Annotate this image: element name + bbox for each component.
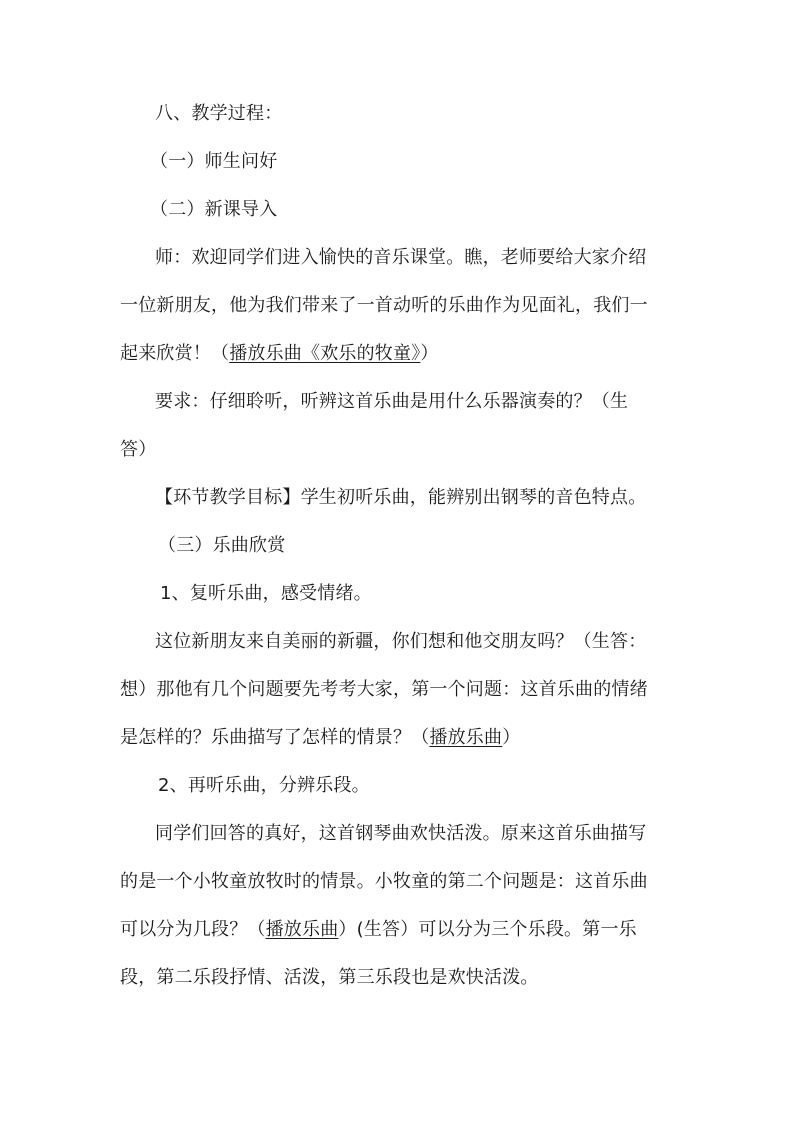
text-span: 起来欣赏！（ <box>120 343 230 364</box>
play-music-link[interactable]: 播放乐曲 <box>265 919 339 940</box>
play-music-link[interactable]: 播放乐曲 <box>429 727 503 748</box>
paragraph-line: 的是一个小牧童放牧时的情景。小牧童的第二个问题是：这首乐曲 <box>120 871 648 892</box>
text-span: ） <box>420 343 439 364</box>
teaching-goal: 【环节教学目标】学生初听乐曲，能辨别出钢琴的音色特点。 <box>155 487 647 508</box>
text-span: ）(生答）可以分为三个乐段。第一乐 <box>338 919 637 940</box>
paragraph-line: 一位新朋友，他为我们带来了一首动听的乐曲作为见面礼，我们一 <box>120 295 648 316</box>
step-two: 2、再听乐曲，分辨乐段。 <box>158 775 370 796</box>
paragraph-line: 师：欢迎同学们进入愉快的音乐课堂。瞧，老师要给大家介绍 <box>155 247 647 268</box>
text-span: 是怎样的？乐曲描写了怎样的情景？（ <box>120 727 430 748</box>
heading-teaching-process: 八、教学过程： <box>155 103 283 124</box>
paragraph-line: 段，第二乐段抒情、活泼，第三乐段也是欢快活泼。 <box>120 967 539 988</box>
text-span: 可以分为几段？（ <box>120 919 266 940</box>
paragraph-line: 要求：仔细聆听，听辨这首乐曲是用什么乐器演奏的？（生 <box>155 391 629 412</box>
paragraph-line: 想）那他有几个问题要先考考大家，第一个问题：这首乐曲的情绪 <box>120 679 648 700</box>
paragraph-line: 答） <box>120 439 157 460</box>
paragraph-line <box>120 342 680 366</box>
step-one: 1、复听乐曲，感受情绪。 <box>160 583 372 604</box>
paragraph-line: 同学们回答的真好，这首钢琴曲欢快活泼。原来这首乐曲描写 <box>155 823 647 844</box>
play-music-link[interactable]: 播放乐曲《欢乐的牧童》 <box>229 343 421 364</box>
section-appreciation: （三）乐曲欣赏 <box>158 535 286 556</box>
paragraph-line: 这位新朋友来自美丽的新疆，你们想和他交朋友吗？（生答： <box>155 631 647 652</box>
section-introduction: （二）新课导入 <box>150 199 278 220</box>
section-greeting: （一）师生问好 <box>150 151 278 172</box>
text-span: ） <box>502 727 521 748</box>
paragraph-line <box>120 918 680 942</box>
paragraph-line <box>120 726 680 750</box>
